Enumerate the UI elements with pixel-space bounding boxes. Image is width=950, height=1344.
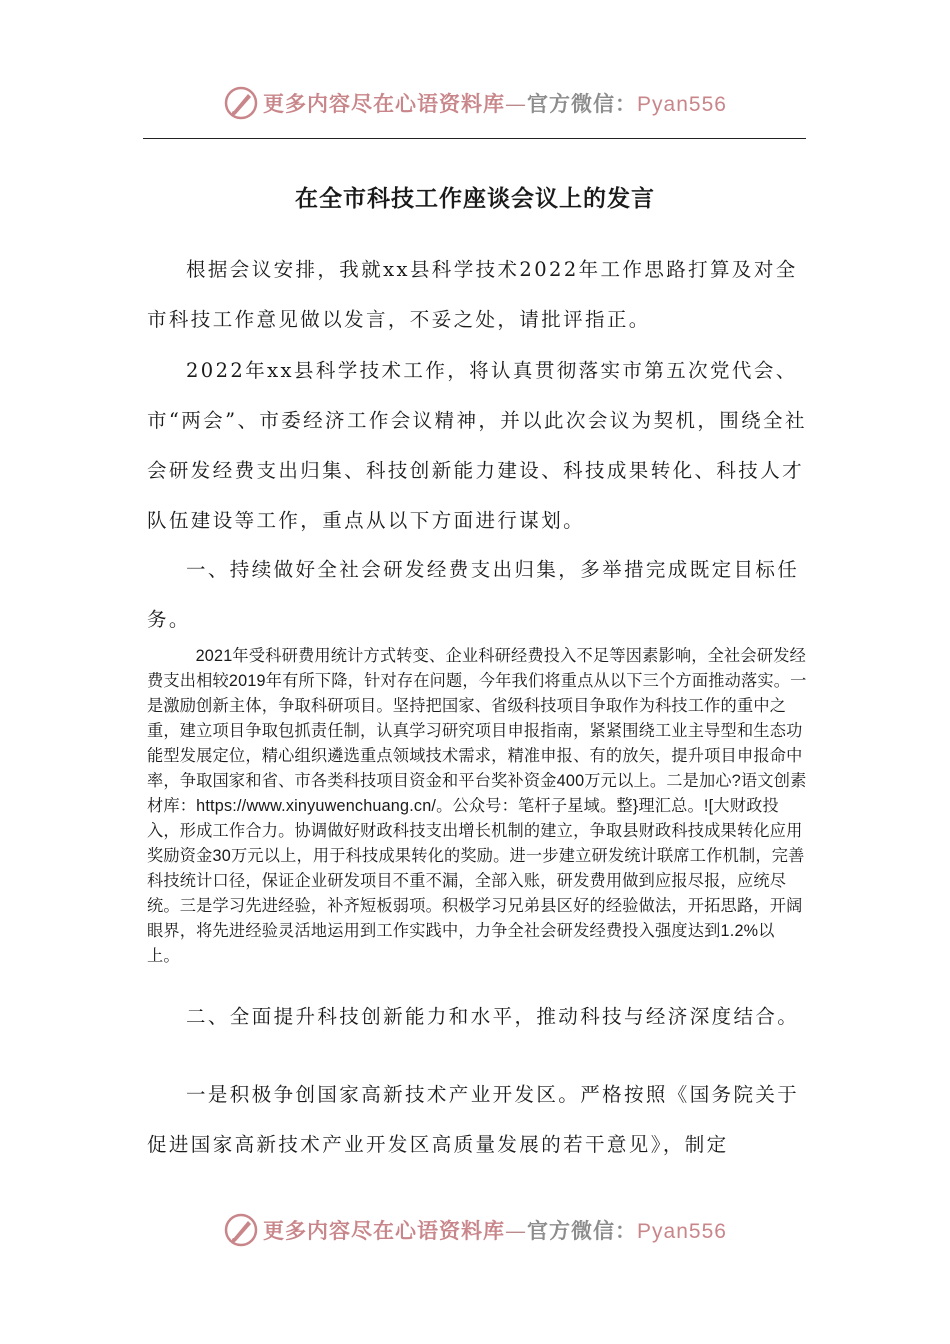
overview-paragraph: 2022年xx县科学技术工作，将认真贯彻落实市第五次党代会、市“两会”、市委经济工作会议精神，并以此次会议为契机，围绕全社会研发经费支出归集、科技创新能力建设、科技成果转化、科技人才队伍建设等工作，重点从以下方面进行谋划。 [147, 359, 807, 532]
section-heading-2: 二、全面提升科技创新能力和水平，推动科技与经济深度结合。 [186, 1005, 800, 1028]
intro-paragraph: 根据会议安排，我就xx县科学技术2022年工作思路打算及对全市科技工作意见做以发言，不妥之处，请批评指正。 [147, 258, 798, 331]
pen-logo-icon [223, 1212, 259, 1248]
header-banner [0, 83, 950, 123]
pen-logo-icon [223, 85, 259, 121]
banner-text: 更多内容尽在心语资料库—官方微信：Pyan556 [263, 91, 727, 116]
section-heading-1: 一、持续做好全社会研发经费支出归集，多举措完成既定目标任务。 [147, 558, 800, 631]
footer-banner [0, 1210, 950, 1250]
banner-text: 更多内容尽在心语资料库—官方微信：Pyan556 [263, 1218, 727, 1243]
section-body-1: 2021年受科研费用统计方式转变、企业科研经费投入不足等因素影响，全社会研发经费支出相较2019年有所下降，针对存在问题，今年我们将重点从以下三个方面推动落实。一是激励创新主体，争取科研项目。坚持把国家、省级科技项目争取作为科技工作的重中之重，建立项目争取包抓责任制，认真学习研究项目申报指南，紧紧围绕工业主导型和生态功能型发展定位，精心组织遴选重点领域技术需求，精准申报、有的放矢，提升项目申报命中率，争取国家和省、市各类科技项目资金和平台奖补资金400万元以上。二是加心?语文创素材库：https://www.xinyuwenchuang.cn/。公众号：笔杆子星域。整}理汇总。![大财政投入，形成工作合力。协调做好财政科技支出增长机制的建立，争取县财政科技成果转化应用奖励资金30万元以上，用于科技成果转化的奖励。进一步建立研发统计联席工作机制，完善科技统计口径，保证企业研发项目不重不漏，全部入账，研发费用做到应报尽报，应统尽统。三是学习先进经验，补齐短板弱项。积极学习兄弟县区好的经验做法，开拓思路，开阔眼界，将先进经验灵活地运用到工作实践中，力争全社会研发经费投入强度达到1.2%以上。 [147, 647, 807, 965]
header-divider [143, 138, 806, 139]
document-title: 在全市科技工作座谈会议上的发言 [295, 185, 655, 212]
section-body-2: 一是积极争创国家高新技术产业开发区。严格按照《国务院关于促进国家高新技术产业开发区高质量发展的若干意见》，制定 [147, 1083, 800, 1156]
